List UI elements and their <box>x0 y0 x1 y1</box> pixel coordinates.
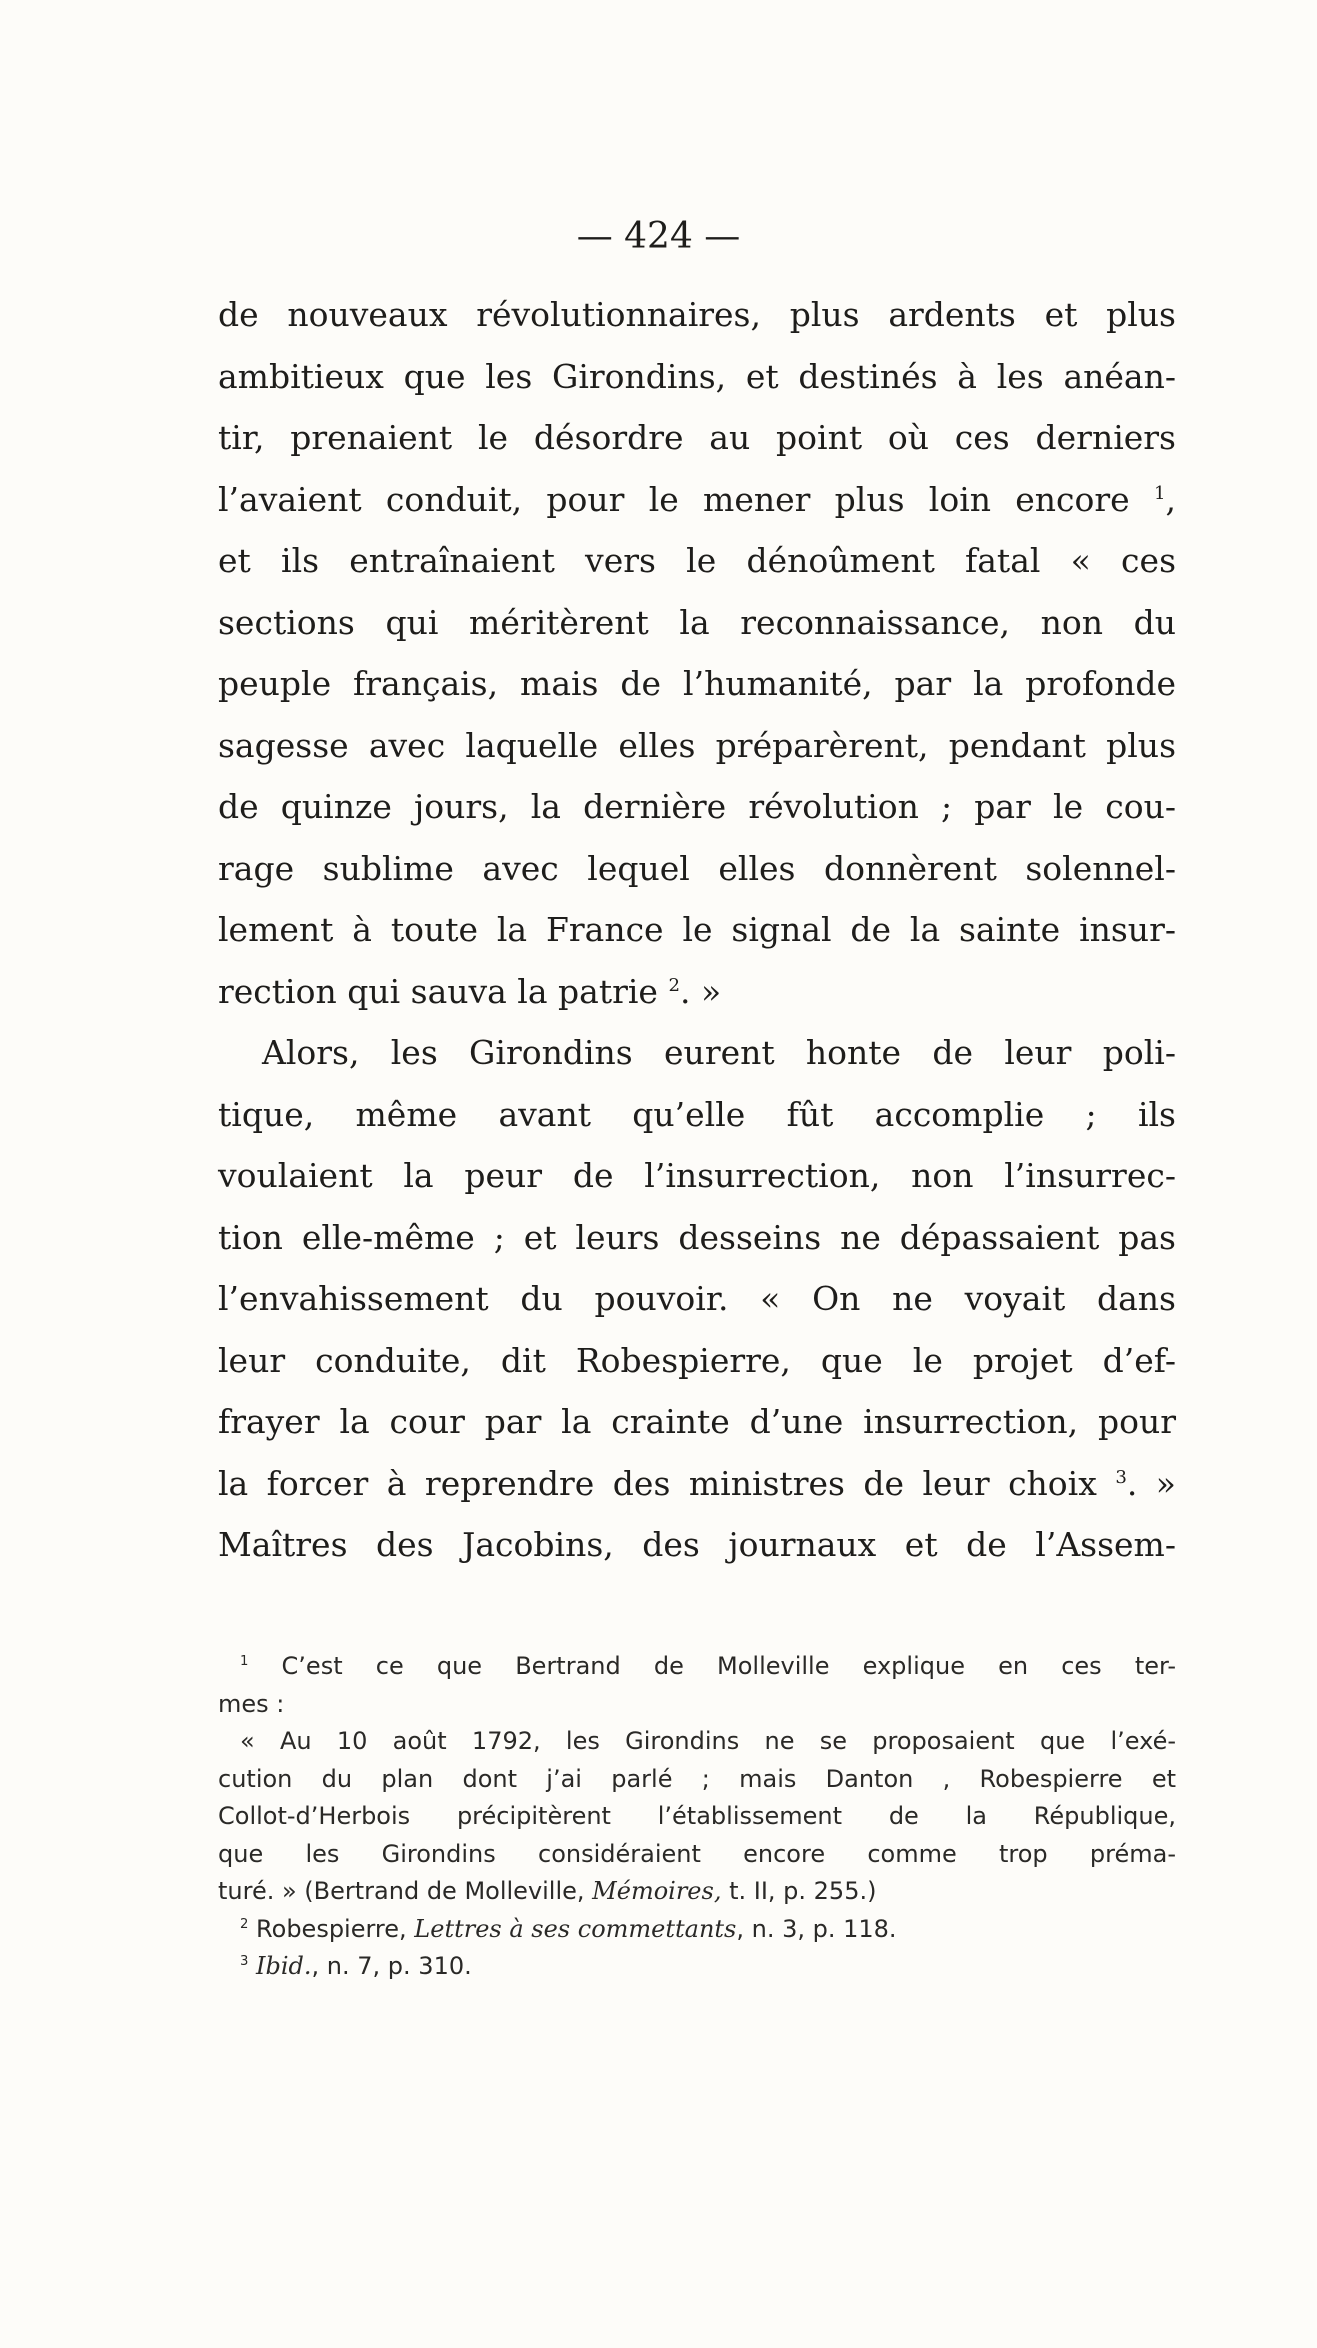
text-line: tion elle-même ; et leurs desseins ne dépassaient pas <box>218 1217 1176 1257</box>
text-line-content: rection qui sauva la patrie <box>218 971 658 1011</box>
punctuation: . » <box>1126 1463 1176 1503</box>
text-line: peuple français, mais de l’humanité, par la profonde <box>218 664 1176 703</box>
text-line: lement à toute la France le signal de la sainte insur- <box>218 910 1176 949</box>
text-line <box>218 1453 1176 1515</box>
text-line: Maîtres des Jacobins, des journaux et de l’Assem- <box>218 1525 1176 1564</box>
page-number: — 424 — <box>576 216 741 257</box>
footnote-text: , n. 7, p. 310. <box>311 1952 472 1980</box>
text-line: sagesse avec laquelle elles préparèrent, pendant plus <box>218 725 1176 765</box>
body-text <box>218 284 1176 1576</box>
footnote-1-line: que les Girondins considéraient encore comme trop préma- <box>218 1839 1176 1868</box>
text-line: Alors, les Girondins eurent honte de leur poli- <box>262 1033 1176 1072</box>
footnote-1-line: « Au 10 août 1792, les Girondins ne se proposaient que l’exé- <box>240 1727 1176 1755</box>
footnote-1-line <box>218 1873 1176 1911</box>
text-line: sections qui méritèrent la reconnaissance, non du <box>218 602 1176 642</box>
text-line-content: la forcer à reprendre des ministres de leur choix <box>218 1463 1097 1503</box>
footnote-3-line <box>218 1948 1176 1986</box>
footnote-text: t. II, p. 255.) <box>721 1877 877 1905</box>
footnote-1-line: mes : <box>218 1689 285 1718</box>
text-line: frayer la cour par la crainte d’une insurrection, pour <box>218 1402 1176 1441</box>
footnote-title-italic: Mémoires, <box>592 1877 722 1905</box>
text-line: leur conduite, dit Robespierre, que le projet d’ef- <box>218 1340 1176 1380</box>
footnote-3-mark: 3 <box>240 1954 249 1969</box>
text-line: rage sublime avec lequel elles donnèrent solennel- <box>218 848 1176 888</box>
text-line: et ils entraînaient vers le dénoûment fatal « ces <box>218 541 1176 580</box>
text-line <box>218 961 1176 1023</box>
punctuation: , <box>1165 479 1176 519</box>
footnote-ref-3: 3 <box>1115 1466 1127 1488</box>
footnote-text: C’est ce que Bertrand de Molleville explique en ces ter- <box>281 1652 1177 1680</box>
punctuation: . » <box>680 971 722 1011</box>
text-line <box>218 469 1176 531</box>
footnote-text: turé. » (Bertrand de Molleville, <box>218 1877 593 1905</box>
footnote-1-line: cution du plan dont j’ai parlé ; mais Danton , Robespierre et <box>218 1764 1176 1793</box>
footnote-1-mark: 1 <box>240 1654 249 1669</box>
text-line: tique, même avant qu’elle fût accomplie ; ils <box>218 1094 1176 1134</box>
text-line: tir, prenaient le désordre au point où ces derniers <box>218 418 1176 457</box>
footnote-text: Robespierre, <box>256 1914 415 1943</box>
text-line: l’envahissement du pouvoir. « On ne voyait dans <box>218 1279 1176 1318</box>
footnote-1-line: Collot-d’Herbois précipitèrent l’établissement de la République, <box>218 1802 1176 1830</box>
text-line: ambitieux que les Girondins, et destinés à les anéan- <box>218 356 1176 396</box>
footnotes <box>218 1648 1176 1986</box>
text-line-content: l’avaient conduit, pour le mener plus loin encore <box>218 479 1130 519</box>
footnote-text: , n. 3, p. 118. <box>736 1914 897 1943</box>
footnote-2-mark: 2 <box>240 1916 249 1932</box>
footnote-title-italic: Ibid. <box>256 1952 312 1980</box>
text-line: de quinze jours, la dernière révolution ; par le cou- <box>218 787 1176 826</box>
footnote-2-line <box>218 1911 1176 1949</box>
footnote-ref-1: 1 <box>1153 482 1166 504</box>
footnote-title-italic: Lettres à ses commettants <box>414 1914 737 1943</box>
footnote-ref-2: 2 <box>668 974 680 996</box>
text-line: voulaient la peur de l’insurrection, non l’insurrec- <box>218 1156 1176 1195</box>
text-line: de nouveaux révolutionnaires, plus ardents et plus <box>218 295 1176 334</box>
footnote-1-line <box>218 1648 1176 1686</box>
